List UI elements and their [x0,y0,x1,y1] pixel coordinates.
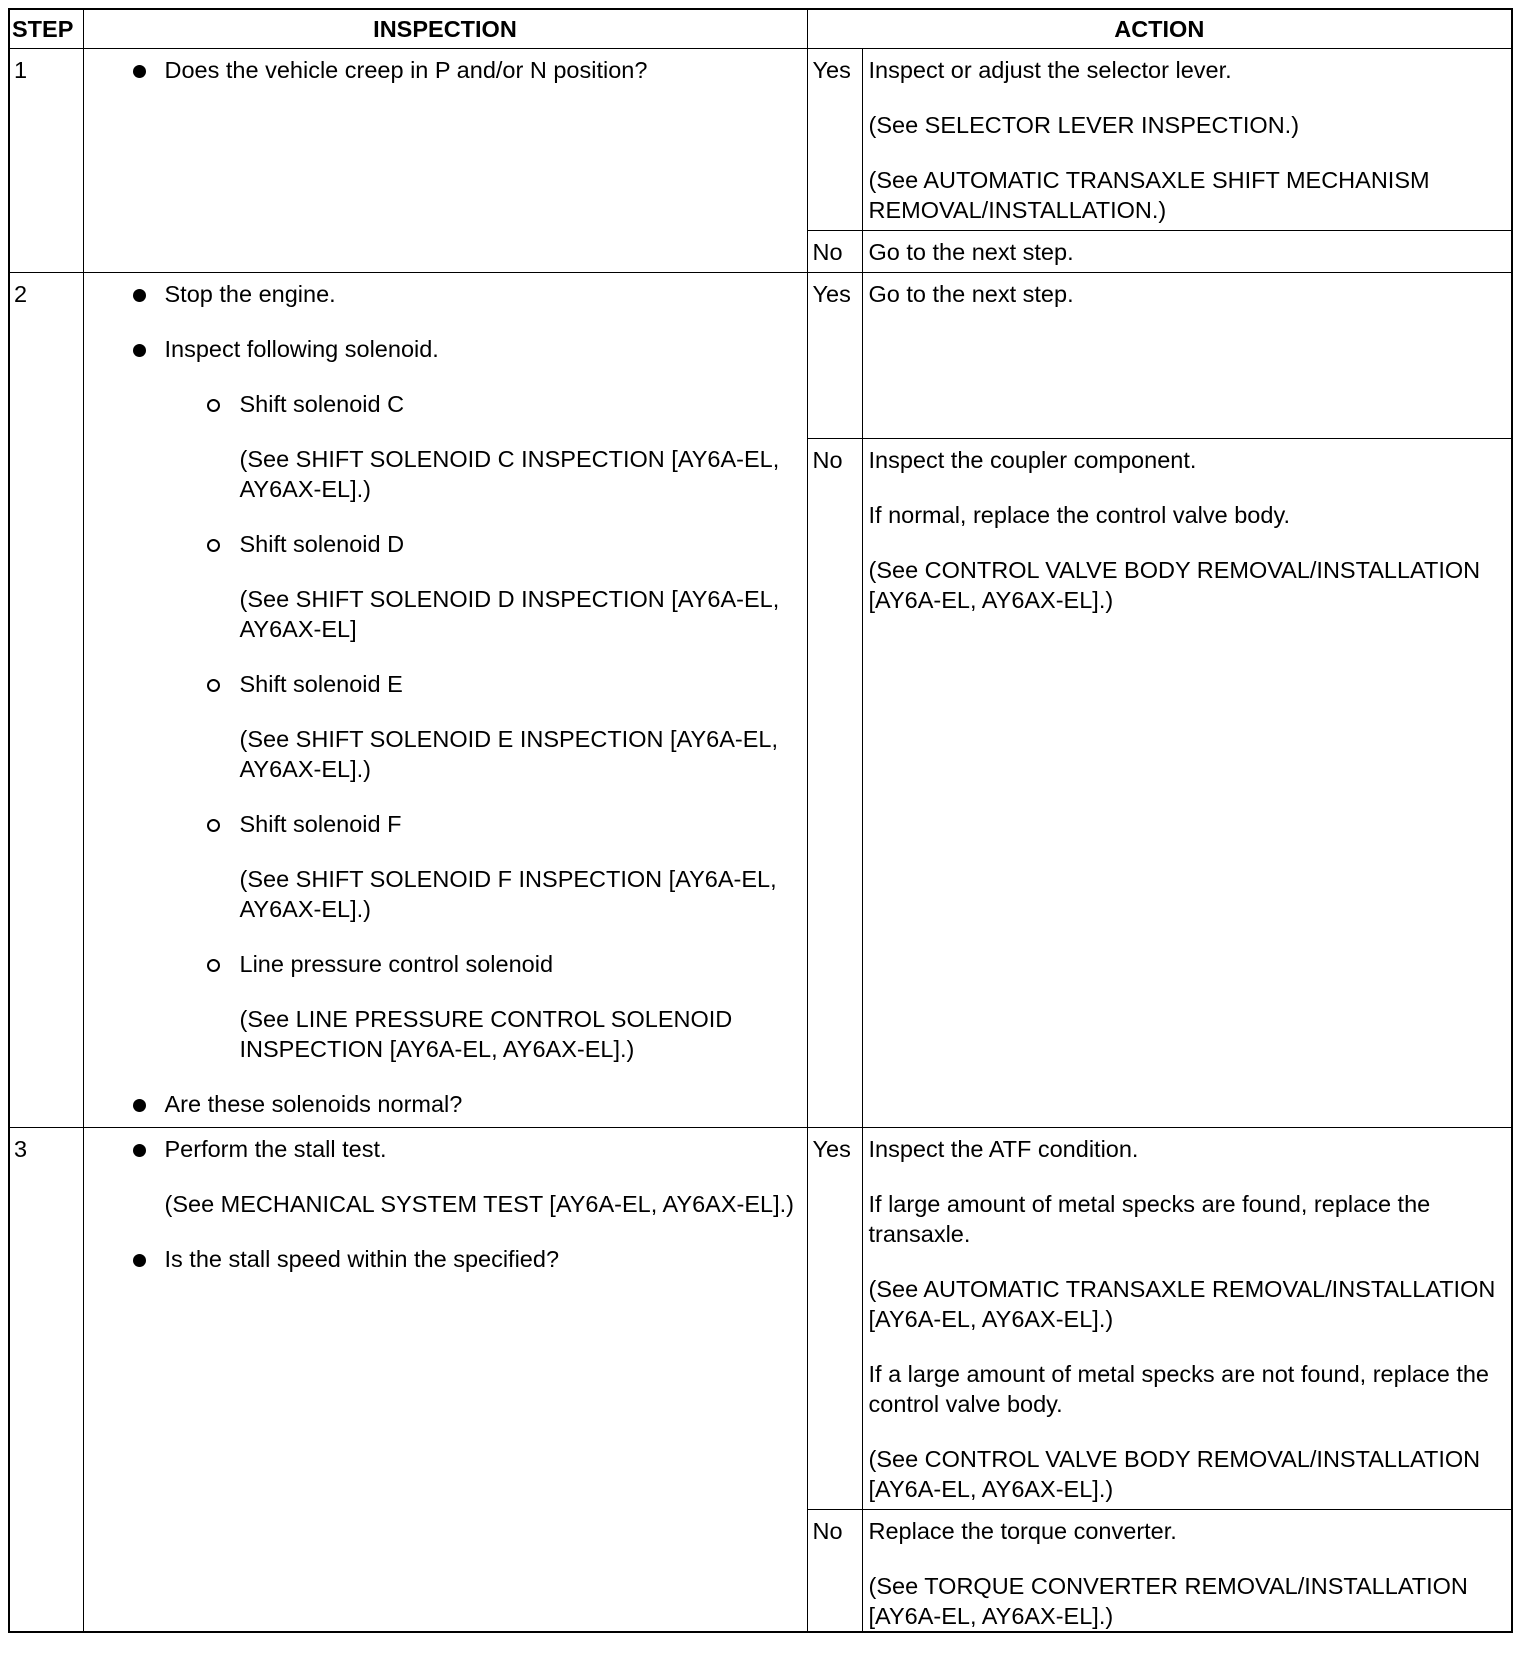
yes-label: Yes [807,1128,862,1510]
step-3-inspection [83,1128,807,1633]
yes-label: Yes [807,273,862,439]
step-2-yes-row [9,273,1512,439]
inspection-bullet: Perform the stall test. [84,1134,797,1164]
step-number: 2 [9,273,83,1128]
step-2-inspection [83,273,807,1128]
inspection-bullet: Is the stall speed within the specified? [84,1244,797,1274]
inspection-bullet: Are these solenoids normal? [84,1089,797,1119]
reference-text: (See LINE PRESSURE CONTROL SOLENOID INSPECTION [AY6A-EL, AY6AX-EL].) [239,1006,733,1062]
reference-text: (See SHIFT SOLENOID C INSPECTION [AY6A-EL, AY6AX-EL].) [239,446,780,502]
step-1-yes-row [9,49,1512,231]
step-2-yes-action [862,273,1512,439]
action-text: Inspect or adjust the selector lever. [868,57,1232,83]
inspection-bullet: Inspect following solenoid. [84,334,797,364]
step-number: 3 [9,1128,83,1633]
solenoid-item: Shift solenoid C [84,389,797,419]
step-2-no-action [862,439,1512,1128]
step-1-no-action [862,231,1512,273]
solenoid-item: Shift solenoid E [84,669,797,699]
step-number: 1 [9,49,83,273]
step-1-yes-action [862,49,1512,231]
action-text: If large amount of metal specks are found, replace the transaxle. [868,1191,1431,1247]
inspection-bullet: Stop the engine. [84,279,797,309]
reference-text: (See CONTROL VALVE BODY REMOVAL/INSTALLATION [AY6A-EL, AY6AX-EL].) [868,1446,1481,1502]
reference-text: (See AUTOMATIC TRANSAXLE SHIFT MECHANISM REMOVAL/INSTALLATION.) [868,167,1430,223]
step-3-yes-row [9,1128,1512,1510]
action-text: Go to the next step. [868,239,1074,265]
step-3-yes-action [862,1128,1512,1510]
no-label: No [807,1510,862,1633]
action-text: If a large amount of metal specks are not found, replace the control valve body. [868,1361,1490,1417]
no-label: No [807,439,862,1128]
action-text: Inspect the coupler component. [868,447,1197,473]
step-3-no-action [862,1510,1512,1633]
header-row [9,9,1512,49]
reference-text: (See AUTOMATIC TRANSAXLE REMOVAL/INSTALLATION [AY6A-EL, AY6AX-EL].) [868,1276,1496,1332]
inspection-header: INSPECTION [83,9,807,49]
solenoid-item: Line pressure control solenoid [84,949,797,979]
action-text: Replace the torque converter. [868,1518,1177,1544]
solenoid-item: Shift solenoid D [84,529,797,559]
diagnostic-table [8,8,1513,1633]
reference-text: (See TORQUE CONVERTER REMOVAL/INSTALLATION [AY6A-EL, AY6AX-EL].) [868,1573,1468,1629]
solenoid-item: Shift solenoid F [84,809,797,839]
action-text: Go to the next step. [868,281,1074,307]
reference-text: (See MECHANICAL SYSTEM TEST [AY6A-EL, AY6AX-EL].) [164,1191,794,1217]
action-text: Inspect the ATF condition. [868,1136,1139,1162]
reference-text: (See CONTROL VALVE BODY REMOVAL/INSTALLATION [AY6A-EL, AY6AX-EL].) [868,557,1481,613]
yes-label: Yes [807,49,862,231]
action-header: ACTION [807,9,1512,49]
action-text: If normal, replace the control valve body. [868,502,1290,528]
reference-text: (See SHIFT SOLENOID F INSPECTION [AY6A-EL, AY6AX-EL].) [239,866,777,922]
diagnostic-procedure-sheet [8,8,1511,1633]
reference-text: (See SHIFT SOLENOID D INSPECTION [AY6A-EL, AY6AX-EL] [239,586,780,642]
inspection-bullet: Does the vehicle creep in P and/or N position? [84,55,797,85]
reference-text: (See SHIFT SOLENOID E INSPECTION [AY6A-EL, AY6AX-EL].) [239,726,778,782]
reference-text: (See SELECTOR LEVER INSPECTION.) [868,112,1300,138]
no-label: No [807,231,862,273]
step-header: STEP [9,9,83,49]
step-1-inspection [83,49,807,273]
